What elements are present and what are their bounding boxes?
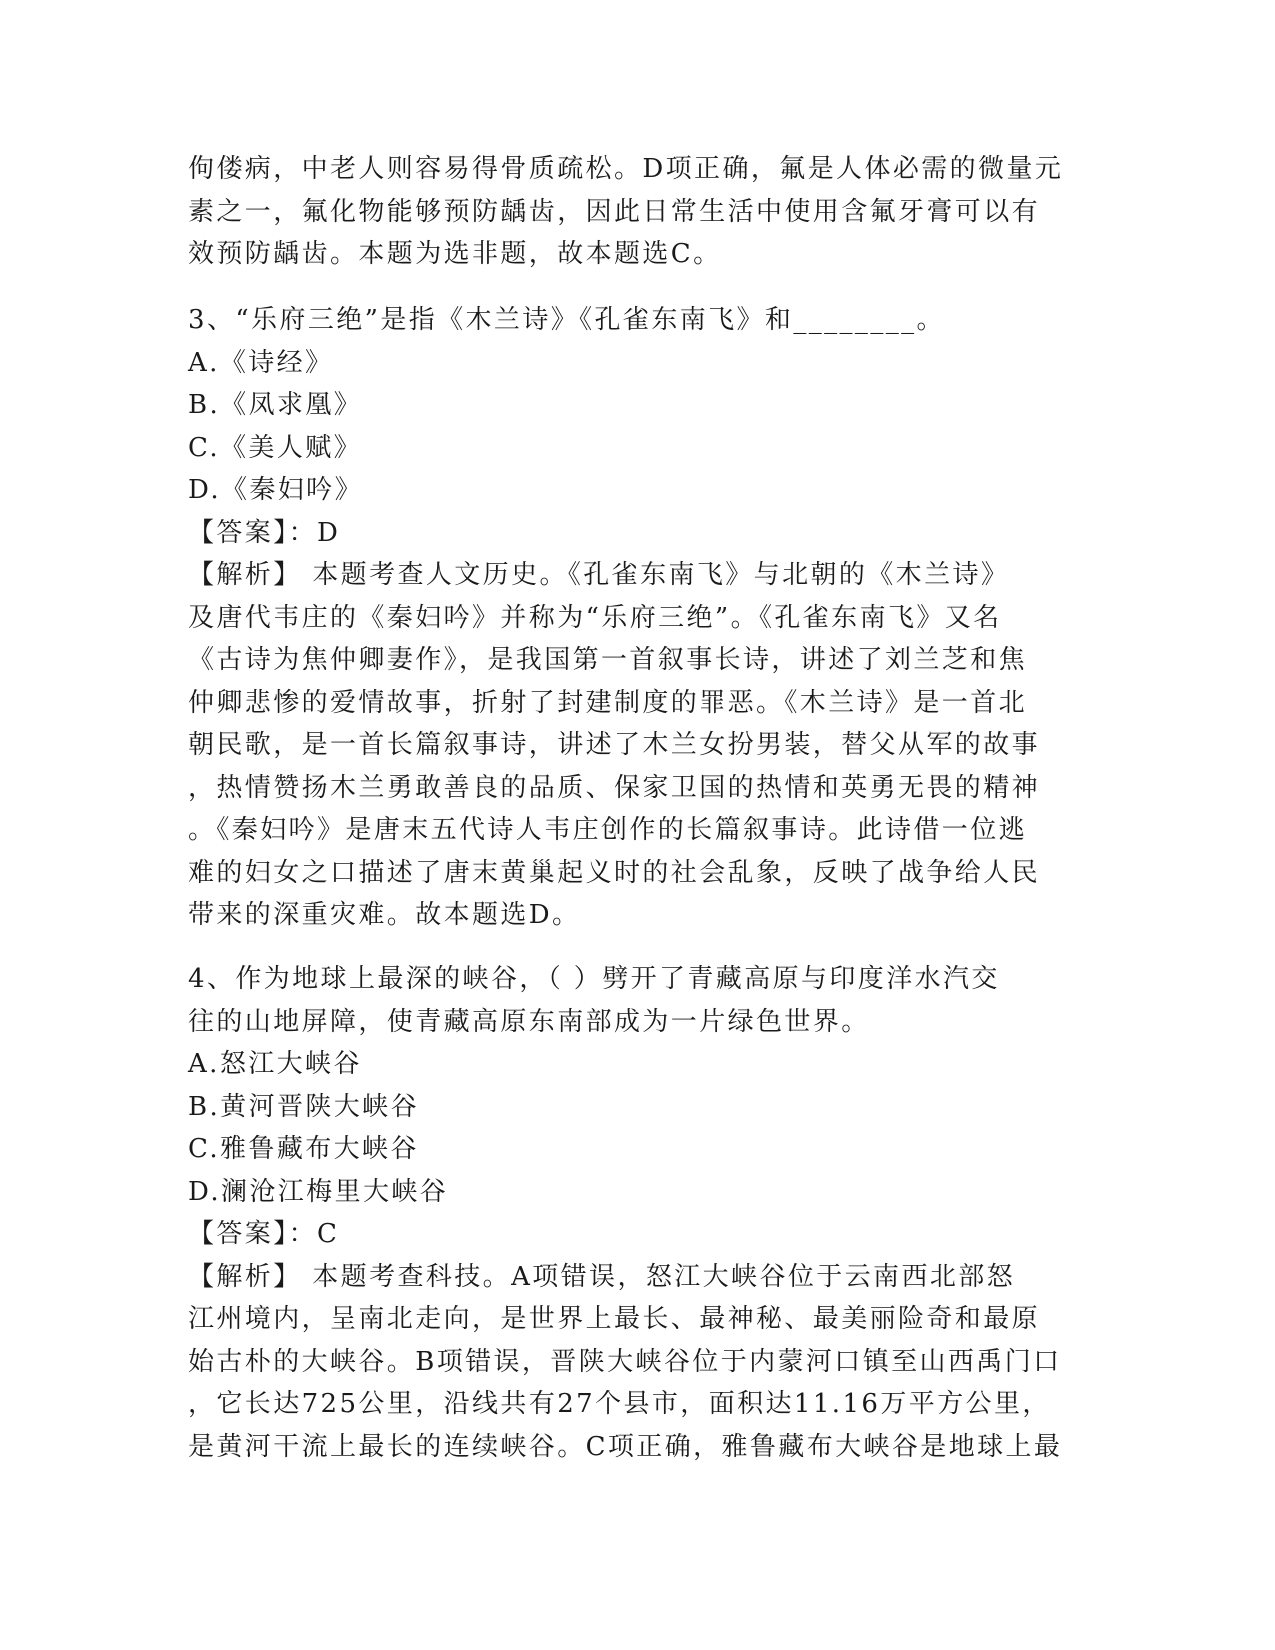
analysis-line: 效预防龋齿。本题为选非题，故本题选C。	[188, 239, 722, 269]
question-4	[188, 958, 1088, 1468]
option-b: B.《凤求凰》	[188, 390, 363, 420]
question-stem: 4、作为地球上最深的峡谷，（ ）劈开了青藏高原与印度洋水汽交	[188, 964, 1000, 994]
analysis-line: ，热情赞扬木兰勇敢善良的品质、保家卫国的热情和英勇无畏的精神	[188, 772, 1041, 803]
option-c: C.《美人赋》	[188, 432, 363, 463]
question-stem: 3、“乐府三绝”是指《木兰诗》《孔雀东南飞》和________。	[188, 305, 945, 335]
analysis-line: ，它长达725公里，沿线共有27个县市，面积达11.16万平方公里，	[188, 1389, 1051, 1419]
answer-line: 【答案】：D	[188, 517, 341, 548]
analysis-line: 难的妇女之口描述了唐末黄巢起义时的社会乱象，反映了战争给人民	[188, 857, 1041, 888]
analysis-line: 【解析】 本题考查人文历史。《孔雀东南飞》与北朝的《木兰诗》	[188, 560, 1010, 590]
analysis-line: 【解析】 本题考查科技。A项错误，怒江大峡谷位于云南西北部怒	[188, 1261, 1016, 1292]
analysis-line: 素之一，氟化物能够预防龋齿，因此日常生活中使用含氟牙膏可以有	[188, 196, 1041, 227]
analysis-line: 是黄河干流上最长的连续峡谷。C项正确，雅鲁藏布大峡谷是地球上最	[188, 1431, 1063, 1462]
analysis-line: 江州境内，呈南北走向，是世界上最长、最神秘、最美丽险奇和最原	[188, 1304, 1041, 1334]
analysis-line: 仲卿悲惨的爱情故事，折射了封建制度的罪恶。《木兰诗》是一首北	[188, 687, 1028, 718]
option-d: D.《秦妇吟》	[188, 475, 363, 505]
analysis-line: 带来的深重灾难。故本题选D。	[188, 900, 581, 930]
option-a: A.怒江大峡谷	[188, 1049, 362, 1079]
option-b: B.黄河晋陕大峡谷	[188, 1091, 419, 1122]
answer-line: 【答案】：C	[188, 1219, 340, 1249]
previous-analysis-continuation	[188, 148, 1088, 276]
option-c: C.雅鲁藏布大峡谷	[188, 1134, 419, 1164]
analysis-line: 始古朴的大峡谷。B项错误，晋陕大峡谷位于内蒙河口镇至山西禹门口	[188, 1346, 1062, 1377]
analysis-line: 《古诗为焦仲卿妻作》，是我国第一首叙事长诗，讲述了刘兰芝和焦	[188, 645, 1028, 675]
option-d: D.澜沧江梅里大峡谷	[188, 1176, 449, 1207]
analysis-line: 佝偻病，中老人则容易得骨质疏松。D项正确，氟是人体必需的微量元	[188, 154, 1064, 184]
question-3	[188, 299, 1088, 937]
analysis-line: 。《秦妇吟》是唐末五代诗人韦庄创作的长篇叙事诗。此诗借一位逃	[188, 815, 1028, 845]
analysis-line: 及唐代韦庄的《秦妇吟》并称为“乐府三绝”。《孔雀东南飞》又名	[188, 602, 1002, 633]
question-stem: 往的山地屏障，使青藏高原东南部成为一片绿色世界。	[188, 1006, 870, 1037]
analysis-line: 朝民歌，是一首长篇叙事诗，讲述了木兰女扮男装，替父从军的故事	[188, 730, 1041, 760]
option-a: A.《诗经》	[188, 347, 334, 378]
